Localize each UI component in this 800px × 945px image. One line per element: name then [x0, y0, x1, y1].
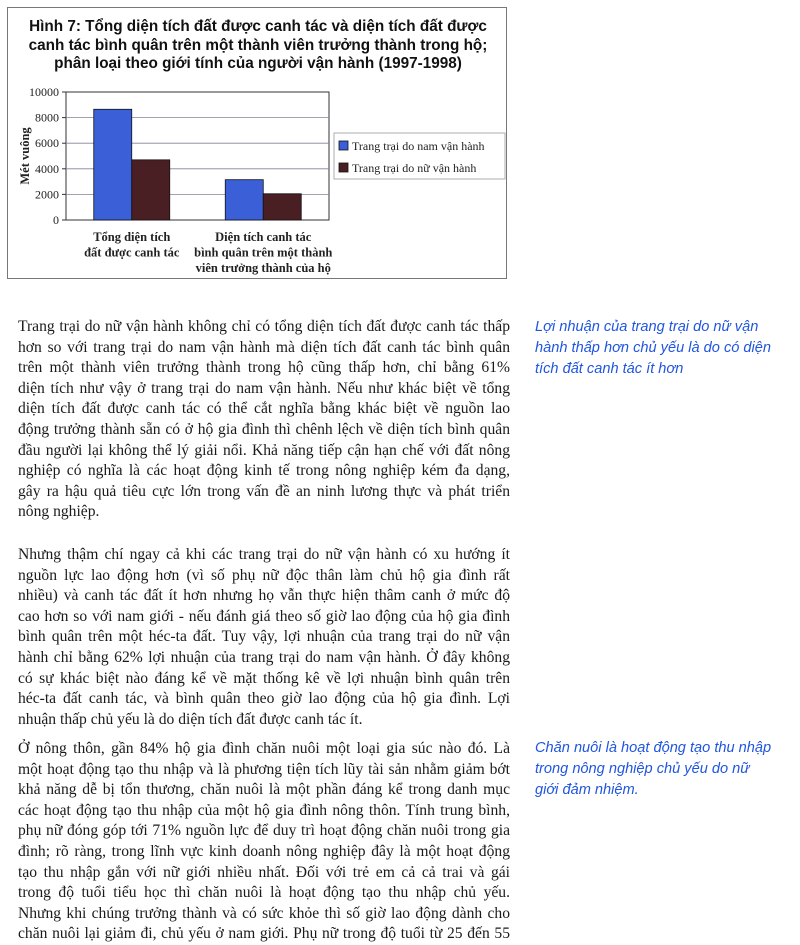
paragraph-1 — [18, 317, 510, 523]
bar-chart — [8, 8, 508, 280]
paragraph-line: một hoạt động tạo thu nhập và là phương tiện tích lũy tài sản nhằm giảm bớt — [18, 760, 510, 778]
paragraph-2 — [18, 545, 510, 730]
bar-male — [225, 180, 263, 220]
paragraph-line: nhuận thấp chủ yếu là do diện tích đất được canh tác ít. — [18, 710, 363, 728]
figure-title-line: phân loại theo giới tính của người vận hành (1997-1998) — [54, 55, 462, 72]
y-tick-label: 4000 — [35, 161, 59, 176]
paragraph-3 — [18, 739, 510, 945]
sidenote-line: trong nông nghiệp chủ yếu do nữ — [535, 761, 750, 777]
bar-female — [263, 194, 301, 220]
sidenote-line: giới đảm nhiệm. — [535, 782, 639, 798]
sidenote-line: Chăn nuôi là hoạt động tạo thu nhập — [535, 740, 772, 756]
figure-7 — [7, 7, 507, 279]
paragraph-line: tạo thu nhập gắn với nữ giới nhiều nhất. Đối với trẻ em cả cả trai và gái — [18, 863, 510, 881]
paragraph-line: héc-ta đất canh tác, và bình quân theo giờ lao động của hộ gia đình. Lợi — [18, 690, 510, 708]
y-axis-label: Mét vuông — [18, 127, 32, 185]
paragraph-line: hơn so với trang trại do nam vận hành mà diện tích đất canh tác bình quân — [18, 338, 510, 356]
paragraph-line: động trưởng thành sẵn có ở hộ gia đình thì chênh lệch về diện tích bình quân — [18, 420, 510, 438]
paragraph-line: trong độ tuổi tiểu học thì chăn nuôi là hoạt động tạo thu nhập chủ yếu. — [18, 884, 510, 902]
bar-female — [132, 160, 170, 220]
sidenote-line: Lợi nhuận của trang trại do nữ vận — [535, 319, 759, 335]
paragraph-line: trên một thành viên trưởng thành trong hộ cũng thấp hơn, chỉ bằng 61% — [18, 359, 510, 377]
figure-title-line: canh tác bình quân trên một thành viên trưởng thành trong hộ; — [28, 36, 488, 54]
paragraph-line: chăn nuôi lại giảm đi, chủ yếu ở nam giới. Phụ nữ trong độ tuổi từ 25 đến 55 — [18, 925, 510, 943]
x-category-label: Diện tích canh tác — [215, 230, 312, 244]
y-tick-label: 10000 — [29, 85, 59, 99]
x-category-label: bình quân trên một thành — [194, 245, 333, 260]
paragraph-line: các hoạt động tạo thu nhập của một hộ gia đình nông thôn. Tính trung bình, — [18, 801, 510, 819]
paragraph-line: hành chỉ bằng 62% lợi nhuận của trang trại do nam vận hành. Ở đây không — [18, 648, 510, 666]
paragraph-line: nghiệp có nghĩa là các hoạt động kinh tế trong nông nghiệp kém đa dạng, — [18, 462, 510, 480]
paragraph-line: Nhưng khi chúng trưởng thành và có sức khỏe thì số giờ lao động dành cho — [18, 904, 510, 922]
paragraph-line: đầu người lại không thể lý giải nổi. Khả năng tiếp cận hạn chế với đất nông — [18, 441, 510, 459]
paragraph-line: cao hơn so với nam giới - nếu đánh giá theo số giờ lao động của hộ gia đình — [18, 607, 510, 625]
y-tick-label: 2000 — [35, 187, 59, 202]
x-category-label: viên trưởng thành của hộ — [195, 261, 331, 275]
legend-swatch — [339, 163, 348, 172]
paragraph-line: bình quân trên một héc-ta đất. Tuy vậy, lợi nhuận của trang trại do nữ vận — [18, 628, 510, 646]
legend-label: Trang trại do nam vận hành — [352, 139, 485, 153]
paragraph-line: diện tích đất được canh tác có thể cắt nghĩa bằng khác biệt về nguồn lao — [18, 400, 510, 418]
x-category-label: Tổng diện tích — [93, 230, 171, 244]
figure-title-line: Hình 7: Tổng diện tích đất được canh tác và diện tích đất được — [29, 18, 487, 35]
sidenote-line: tích đất canh tác ít hơn — [535, 361, 684, 377]
paragraph-line: Trang trại do nữ vận hành không chỉ có tổng diện tích đất được canh tác thấp — [18, 318, 510, 335]
paragraph-line: phụ nữ đóng góp tới 71% nguồn lực để duy trì hoạt động chăn nuôi trong gia — [18, 822, 510, 840]
y-tick-label: 0 — [53, 213, 59, 227]
paragraph-line: nhiều) và canh tác đất ít hơn nhưng họ vẫn thực hiện thâm canh ở mức độ — [18, 587, 510, 605]
x-category-label: đất được canh tác — [84, 245, 180, 260]
paragraph-line: diện tích như vậy ở trang trại do nam vận hành. Nếu như khác biệt về tổng — [18, 379, 510, 397]
legend-swatch — [339, 141, 348, 150]
sidenote-line: hành thấp hơn chủ yếu là do có diện — [535, 340, 772, 356]
paragraph-line: khả năng dễ bị tổn thương, chăn nuôi là một phần đáng kể trong danh mục — [18, 781, 510, 799]
sidenote-profit — [535, 317, 797, 380]
paragraph-line: gây ra hậu quả tiêu cực lớn trong vấn đề an ninh lương thực và phát triển — [18, 482, 510, 500]
y-tick-label: 6000 — [35, 136, 59, 151]
legend-label: Trang trại do nữ vận hành — [352, 161, 477, 175]
paragraph-line: Nhưng thậm chí ngay cả khi các trang trại do nữ vận hành có xu hướng ít — [18, 546, 510, 563]
y-tick-label: 8000 — [35, 110, 59, 125]
paragraph-line: nông nghiệp. — [18, 503, 100, 521]
bar-male — [94, 109, 132, 220]
sidenote-livestock — [535, 738, 797, 801]
paragraph-line: Ở nông thôn, gần 84% hộ gia đình chăn nuôi một loại gia súc nào đó. Là — [18, 740, 510, 757]
paragraph-line: nguồn lực lao động hơn (vì số phụ nữ độc thân làm chủ hộ gia đình rất — [18, 566, 510, 584]
paragraph-line: có sự khác biệt nào đáng kể về mặt thống kê về lợi nhuận bình quân trên — [18, 669, 510, 687]
paragraph-line: đình; rõ ràng, trong lĩnh vực kinh doanh nông nghiệp đây là một hoạt động — [18, 842, 510, 860]
